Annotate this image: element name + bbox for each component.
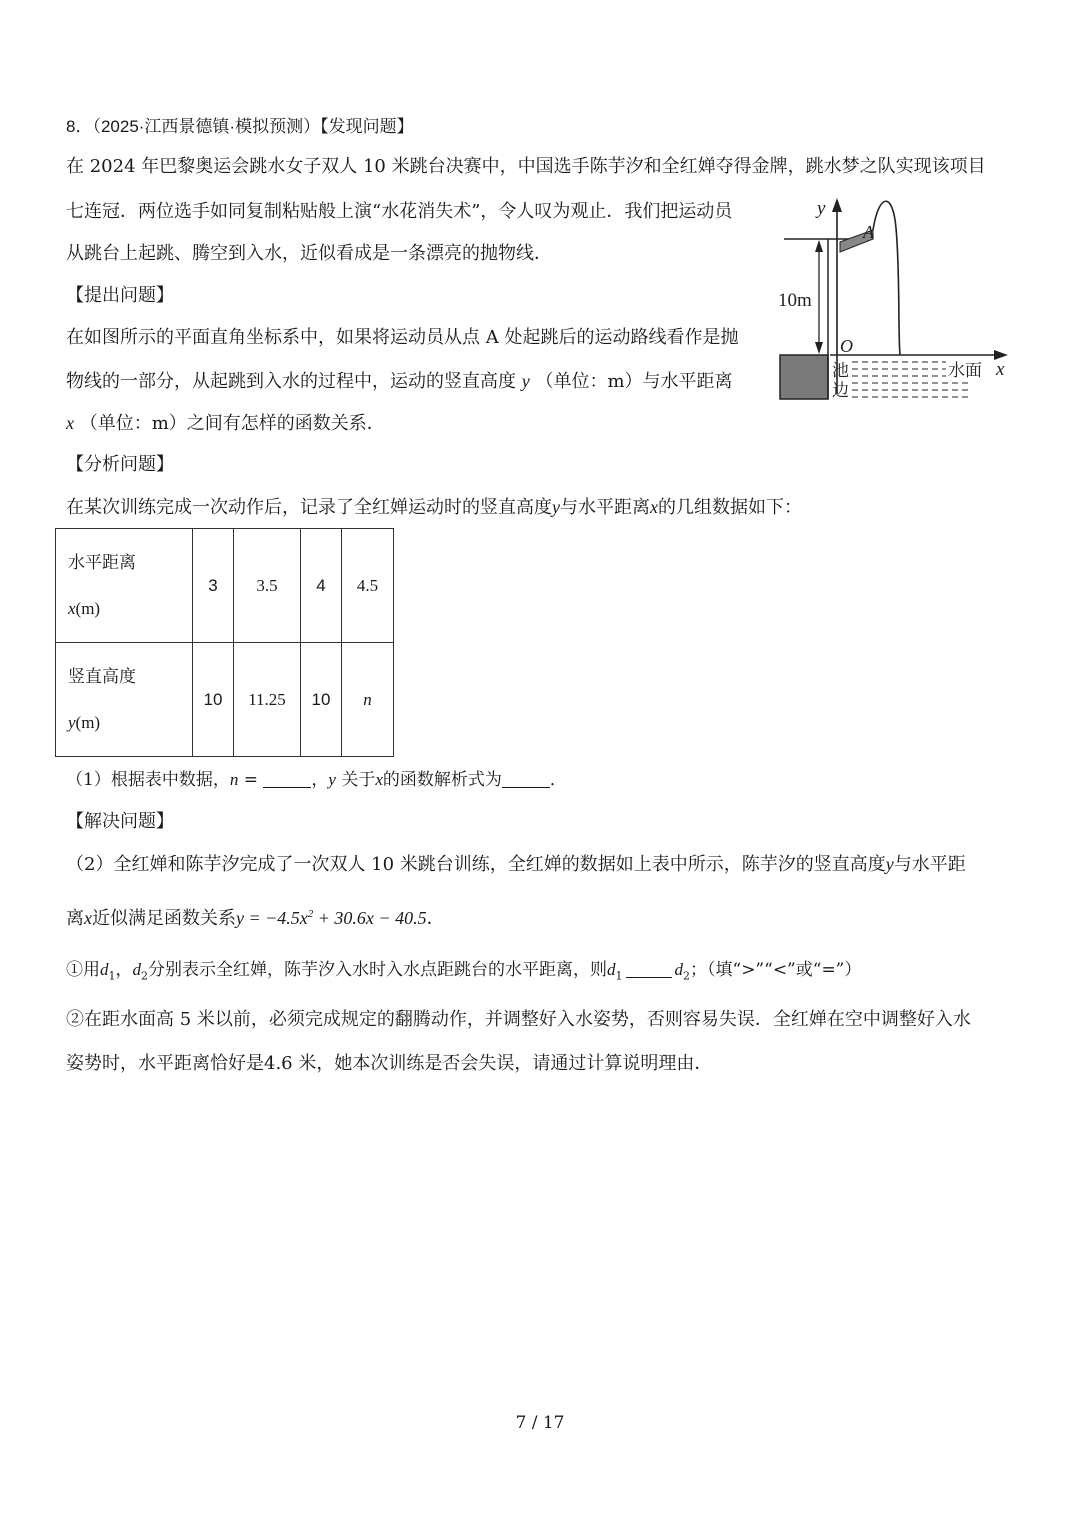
subscript-1: 1 — [615, 969, 623, 983]
y-axis-arrow-icon — [832, 198, 842, 212]
table-cell: 10 — [301, 643, 342, 757]
q2-text-2-end: ． — [426, 908, 445, 929]
unit-m: (m) — [75, 712, 101, 732]
pool-edge-label-1: 池 — [832, 361, 849, 381]
arrow-up-icon — [815, 240, 823, 252]
data-table — [55, 528, 394, 757]
var-x: x — [68, 598, 76, 618]
raise-line-2-text-b: （单位：m）与水平距离 — [535, 371, 733, 392]
coordinate-diagram — [770, 192, 1020, 407]
answer-blank-compare[interactable] — [626, 959, 672, 978]
pool-edge-label-2: 边 — [832, 381, 849, 401]
table-cell: 3.5 — [234, 529, 301, 643]
row-label-horizontal-distance: 水平距离 — [68, 552, 136, 573]
answer-blank-function[interactable] — [502, 769, 550, 788]
diving-figure — [770, 192, 1020, 411]
var-x: x — [375, 770, 383, 789]
table-cell: n — [342, 643, 394, 757]
diving-parabola — [873, 201, 900, 355]
table-cell: 10 — [193, 643, 234, 757]
raise-line-1: 在如图所示的平面直角坐标系中，如果将运动员从点 A 处起跳后的运动路线看作是抛 — [66, 327, 739, 348]
question-2-part-2-line-1: ②在距水面高 5 米以前，必须完成规定的翻腾动作，并调整好入水姿势，否则容易失误．全红婵在空中调整好入水 — [66, 1009, 971, 1030]
var-d: d — [132, 960, 141, 979]
arrow-down-icon — [815, 342, 823, 354]
var-d: d — [674, 960, 683, 979]
q2i-text-e: ；（填“>”“<”或“=”） — [690, 960, 862, 980]
q1-text-c: 关于 — [335, 770, 376, 790]
y-axis-label: y — [817, 198, 826, 219]
subscript-1: 1 — [108, 969, 116, 983]
var-y: y — [328, 770, 336, 789]
q2-text-2a: 离 — [66, 908, 84, 929]
q2-text-1-end: 与水平距 — [893, 854, 966, 875]
subscript-2: 2 — [141, 969, 148, 983]
raise-line-3-text: （单位：m）之间有怎样的函数关系． — [79, 413, 385, 434]
question-2-line-1 — [66, 852, 966, 877]
q2i-text-b: ， — [115, 960, 133, 980]
formula-part-a: y = −4.5x — [236, 908, 308, 928]
var-d: d — [607, 960, 616, 979]
question-2-line-2 — [66, 902, 445, 931]
table-cell: 4.5 — [342, 529, 394, 643]
raise-line-3 — [66, 411, 385, 436]
q2-text-1: （2）全红婵和陈芋汐完成了一次双人 10 米跳台训练，全红婵的数据如上表中所示，陈芋汐的竖直高度 — [66, 854, 886, 875]
q1-text-d: 的函数解析式为 — [382, 770, 502, 790]
table-row — [56, 643, 394, 757]
intro-line-2: 七连冠．两位选手如同复制粘贴般上演“水花消失术”，令人叹为观止．我们把运动员 — [66, 201, 733, 222]
question-2-part-2-line-2: 姿势时，水平距离恰好是4.6 米，她本次训练是否会失误，请通过计算说明理由． — [66, 1053, 713, 1074]
table-row-label — [56, 643, 193, 757]
water-surface-label: 水面 — [948, 361, 982, 381]
point-a-label: A — [863, 222, 874, 242]
analyze-line-1 — [66, 495, 802, 520]
section-raise-problem: 【提出问题】 — [66, 285, 174, 306]
intro-line-1: 在 2024 年巴黎奥运会跳水女子双人 10 米跳台决赛中，中国选手陈芋汐和全红婵夺得金牌，跳水梦之队实现该项目 — [66, 156, 986, 177]
subscript-2: 2 — [683, 969, 690, 983]
row-label-vertical-height: 竖直高度 — [68, 666, 136, 687]
question-2-part-1 — [66, 958, 861, 988]
formula-exponent: 2 — [307, 908, 314, 920]
section-analyze-problem: 【分析问题】 — [66, 454, 174, 475]
origin-label: O — [840, 336, 853, 356]
var-x: x — [650, 497, 658, 517]
q1-end: ． — [549, 770, 567, 790]
formula-part-b: + 30.6x − 40.5 — [313, 908, 427, 928]
question-1 — [66, 768, 567, 792]
var-x: x — [84, 908, 92, 928]
unit-m: (m) — [75, 598, 101, 618]
table-cell: 11.25 — [234, 643, 301, 757]
var-n: n — [229, 770, 239, 789]
q2i-text-c: 分别表示全红婵，陈芋汐入水时入水点距跳台的水平距离，则 — [148, 960, 607, 980]
raise-line-2-text-a: 物线的一部分，从起跳到入水的过程中，运动的竖直高度 — [66, 371, 516, 392]
page-number: 7 / 17 — [515, 1413, 565, 1433]
q2i-text-a: ①用 — [66, 960, 100, 980]
answer-blank-n[interactable] — [263, 769, 311, 788]
table-row — [56, 529, 394, 643]
raise-line-2 — [66, 369, 733, 394]
x-axis-label: x — [996, 359, 1005, 380]
height-label: 10m — [778, 290, 812, 311]
var-y: y — [521, 371, 530, 391]
var-d: d — [100, 960, 109, 979]
var-y: y — [552, 497, 560, 517]
q1-text-a: （1）根据表中数据， — [66, 770, 230, 790]
q1-text-b: ， — [311, 770, 329, 790]
var-x: x — [66, 413, 74, 433]
intro-line-3: 从跳台上起跳、腾空到入水，近似看成是一条漂亮的抛物线． — [66, 243, 552, 264]
table-cell: 4 — [301, 529, 342, 643]
analyze-text-c: 的几组数据如下： — [658, 497, 802, 518]
formula — [236, 908, 427, 928]
table-cell: 3 — [193, 529, 234, 643]
var-y: y — [885, 854, 894, 874]
pool-wall — [780, 355, 828, 399]
section-solve-problem: 【解决问题】 — [66, 811, 174, 832]
analyze-text-a: 在某次训练完成一次动作后，记录了全红婵运动时的竖直高度 — [66, 497, 552, 518]
q2-text-2b: 近似满足函数关系 — [92, 908, 236, 929]
var-y: y — [68, 712, 76, 732]
question-header: 8．（2025·江西景德镇·模拟预测）【发现问题】 — [66, 117, 414, 136]
q1-equals: = — [238, 770, 264, 790]
table-row-label — [56, 529, 193, 643]
analyze-text-b: 与水平距离 — [560, 497, 650, 518]
